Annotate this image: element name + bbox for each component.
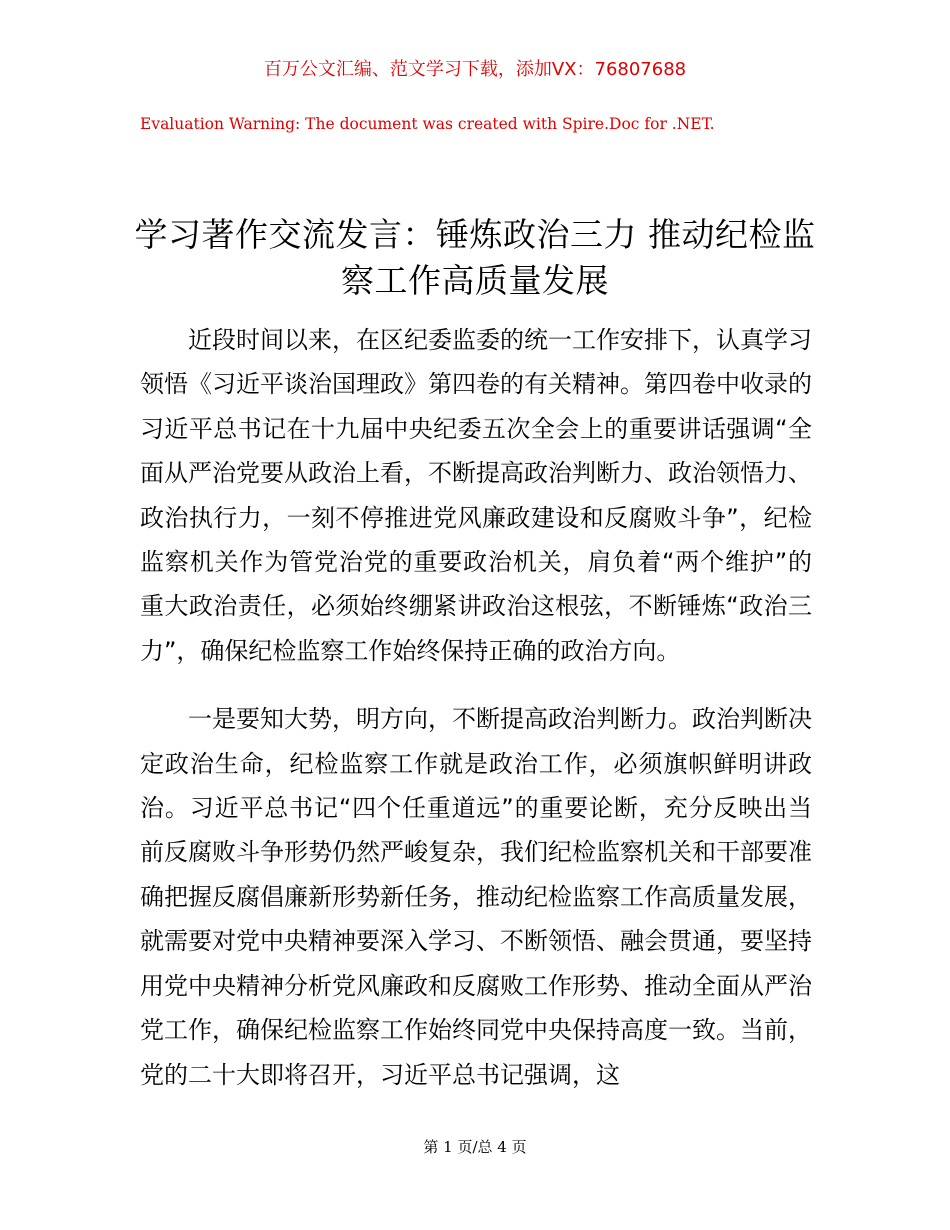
header-banner: 百万公文汇编、范文学习下载，添加VX：76807688 — [263, 59, 687, 80]
document-body — [140, 318, 812, 1121]
document-title: 学习著作交流发言：锤炼政治三力 推动纪检监察工作高质量发展 — [134, 215, 816, 300]
paragraph: 一是要知大势，明方向，不断提高政治判断力。政治判断决定政治生命，纪检监察工作就是政治工作，必须旗帜鲜明讲政治。习近平总书记“四个任重道远”的重要论断，充分反映出当前反腐败斗争形势仍然严峻复杂，我们纪检监察机关和干部要准确把握反腐倡廉新形势新任务，推动纪检监察工作高质量发展，就需要对党中央精神要深入学习、不断领悟、融会贯通，要坚持用党中央精神分析党风廉政和反腐败工作形势、推动全面从严治党工作，确保纪检监察工作始终同党中央保持高度一致。当前，党的二十大即将召开，习近平总书记强调，这 — [140, 705, 812, 1089]
evaluation-warning: Evaluation Warning: The document was created with Spire.Doc for .NET. — [140, 115, 715, 133]
paragraph: 近段时间以来，在区纪委监委的统一工作安排下，认真学习领悟《习近平谈治国理政》第四卷的有关精神。第四卷中收录的习近平总书记在十九届中央纪委五次全会上的重要讲话强调“全面从严治党要从政治上看，不断提高政治判断力、政治领悟力、政治执行力，一刻不停推进党风廉政建设和反腐败斗争”，纪检监察机关作为管党治党的重要政治机关，肩负着“两个维护”的重大政治责任，必须始终绷紧讲政治这根弦，不断锤炼“政治三力”，确保纪检监察工作始终保持正确的政治方向。 — [140, 326, 812, 665]
page-number: 第 1 页/总 4 页 — [423, 1138, 527, 1156]
